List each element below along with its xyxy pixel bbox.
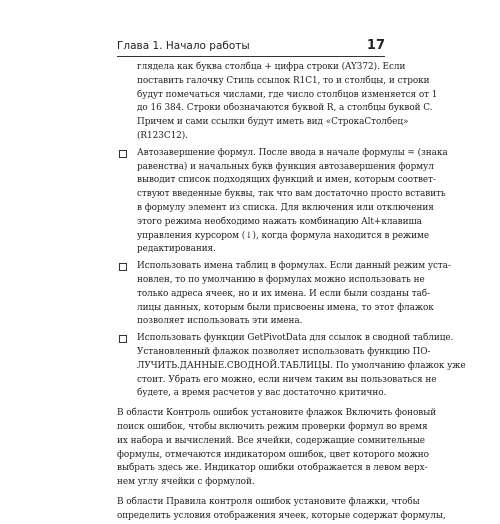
text-line: ствуют введенные буквы, так что вам достаточно просто вставить (137, 189, 446, 200)
bullet-item-autocomplete (117, 147, 448, 257)
text-line: выбрать здесь же. Индикатор ошибки отображается в левом верх- (117, 463, 428, 474)
text-line: формулы, отмечаются индикатором ошибок, цвет которого можно (117, 449, 429, 460)
checkbox-square-icon (119, 150, 127, 158)
text-line: стоит. Убрать его можно, если ничем таким вы пользоваться не (137, 374, 437, 385)
text-line: управления курсором (↓), когда формула находится в режиме (137, 230, 430, 241)
chapter-title: Глава 1. Начало работы (117, 40, 250, 52)
text-line: В области Контроль ошибок установите флажок Включить фоновый (117, 408, 437, 419)
continuation-text (117, 61, 438, 144)
page-header (117, 40, 385, 57)
bullet-item-getpivotdata (117, 332, 466, 401)
text-line: будете, а время расчетов у вас достаточно критично. (137, 388, 387, 399)
text-line: позволяет использовать эти имена. (137, 316, 303, 327)
text-line: ЛУЧИТЬ.ДАННЫЕ.СВОДНОЙ.ТАБЛИЦЫ. По умолчанию флажок уже (137, 360, 466, 371)
text-line: глядела как буква столбца + цифра строки (AY372). Если (137, 62, 406, 72)
text-line: определить условия отображения ячеек, которые содержат формулы, (117, 510, 446, 521)
text-line: нем углу ячейки с формулой. (117, 477, 255, 488)
text-line: Использовать имена таблиц в формулах. Если данный режим уста- (137, 261, 451, 272)
text-line: Использовать функции GetPivotData для ссылок в сводной таблице. (137, 333, 454, 344)
text-line: будут помечаться числами, где число столбцов изменяется от 1 (137, 89, 438, 100)
text-line: Установленный флажок позволяет использовать функцию ПО- (137, 346, 431, 357)
text-line: В области Правила контроля ошибок установите флажки, чтобы (117, 496, 420, 507)
paragraph-error-rules (117, 496, 446, 524)
text-line: только адреса ячеек, но и их имена. И если были созданы таб- (137, 288, 431, 299)
text-line: Автозавершение формул. После ввода в начале формулы = (знака (137, 147, 448, 158)
text-line: равенства) и начальных букв функция автозавершения формул (137, 161, 434, 172)
text-line: редактирования. (137, 244, 216, 255)
bullet-item-table-names (117, 260, 451, 329)
text-line: до 16 384. Строки обозначаются буквой R, а столбцы буквой C. (137, 103, 433, 114)
paragraph-error-checking (117, 407, 437, 490)
checkbox-square-icon (119, 335, 127, 343)
text-line: поставить галочку Стиль ссылок R1C1, то и столбцы, и строки (137, 75, 430, 86)
text-line: (R123C12). (137, 130, 188, 141)
text-line: выводит список подходящих функций и имен, которым соответ- (137, 175, 436, 186)
text-line: поиск ошибок, чтобы включить режим проверки формул во время (117, 421, 428, 432)
text-line: в формулу элемент из списка. Для включения или отключения (137, 202, 434, 213)
page-body (117, 61, 466, 524)
checkbox-square-icon (119, 263, 127, 271)
page-number: 17 (366, 38, 385, 53)
text-line: их набора и вычислений. Все ячейки, содержащие сомнительные (117, 435, 425, 446)
text-line: лицы данных, которым были присвоены имена, то этот флажок (137, 302, 434, 313)
text-line: новлен, то по умолчанию в формулах можно использовать не (137, 274, 425, 285)
text-line: этого режима необходимо нажать комбинацию Alt+клавиша (137, 216, 422, 227)
text-line: Причем и сами ссылки будут иметь вид «СтрокаСтолбец» (137, 117, 409, 128)
